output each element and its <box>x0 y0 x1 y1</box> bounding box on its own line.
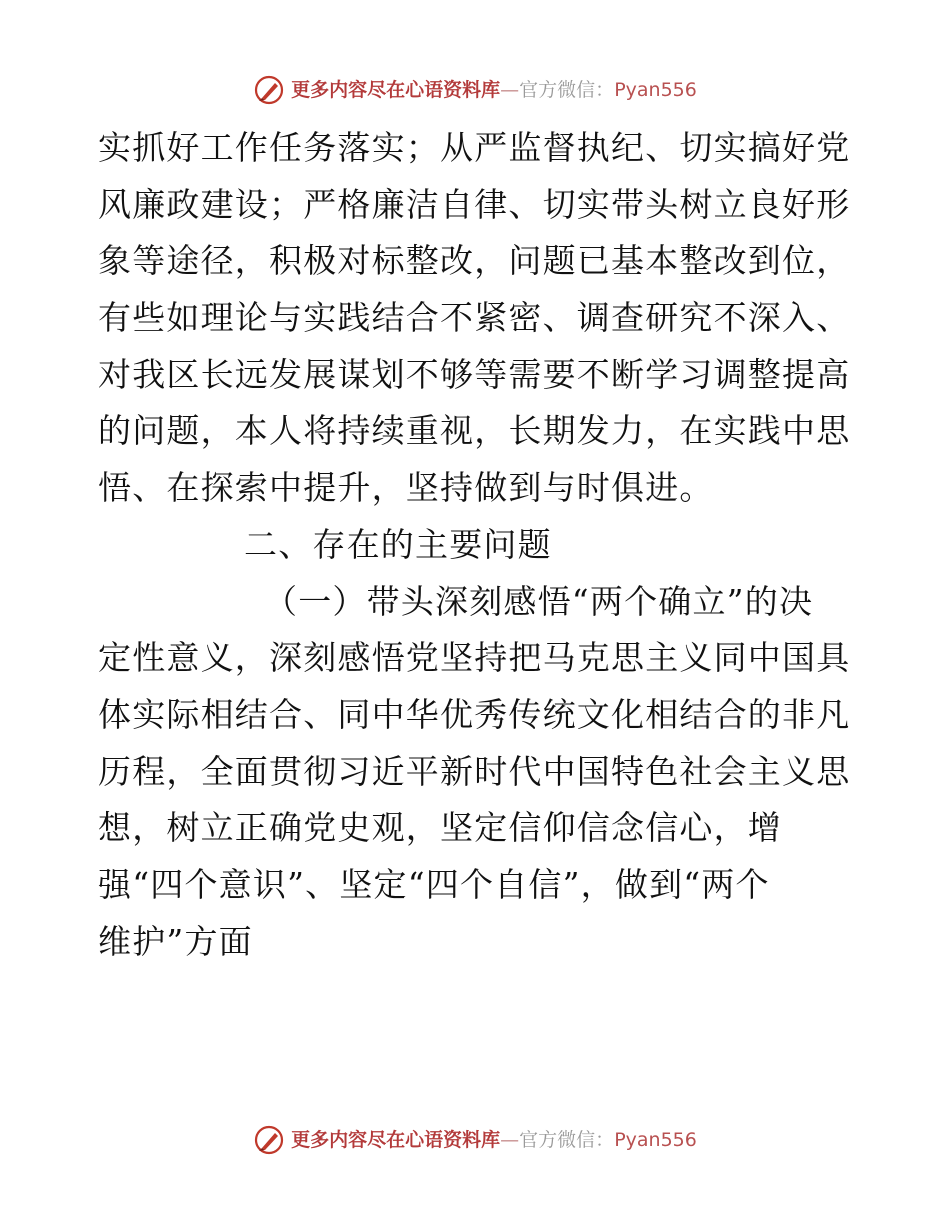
body-line: 体实际相结合、同中华优秀传统文化相结合的非凡 <box>98 694 851 734</box>
body-line: 对我区长远发展谋划不够等需要不断学习调整提高 <box>98 354 851 394</box>
header-official-label: 官方微信： <box>519 78 615 101</box>
subsection-heading: （一）带头深刻感悟“两个确立”的决 <box>264 581 814 621</box>
body-line: 历程，全面贯彻习近平新时代中国特色社会主义思 <box>98 751 851 791</box>
section-heading: 二、存在的主要问题 <box>244 524 552 564</box>
header-brand: 更多内容尽在心语资料库 <box>291 78 501 101</box>
body-line: 实抓好工作任务落实；从严监督执纪、切实搞好党 <box>98 128 851 167</box>
document-body <box>98 120 858 970</box>
footer-separator: — <box>500 1128 520 1151</box>
body-line: 风廉政建设；严格廉洁自律、切实带头树立良好形 <box>98 184 851 224</box>
header-separator: — <box>500 78 520 101</box>
footer-brand: 更多内容尽在心语资料库 <box>291 1128 501 1151</box>
footer-official-label: 官方微信： <box>519 1128 615 1151</box>
body-line: 维护”方面 <box>98 921 253 961</box>
body-line: 有些如理论与实践结合不紧密、调查研究不深入、 <box>98 298 851 338</box>
header-banner <box>0 70 950 110</box>
body-line: 的问题，本人将持续重视，长期发力，在实践中思 <box>98 411 851 451</box>
footer-banner-text <box>291 1128 697 1151</box>
body-line: 想，树立正确党史观，坚定信仰信念信心，增 <box>98 808 782 848</box>
header-account: Pyan556 <box>614 78 697 101</box>
footer-banner <box>0 1120 950 1160</box>
body-line: 悟、在探索中提升，坚持做到与时俱进。 <box>98 468 714 508</box>
footer-account: Pyan556 <box>614 1128 697 1151</box>
body-line: 强“四个意识”、坚定“四个自信”，做到“两个 <box>98 864 770 904</box>
body-line: 象等途径，积极对标整改，问题已基本整改到位， <box>98 241 851 281</box>
header-banner-text <box>291 78 697 101</box>
pen-logo-icon <box>253 74 285 106</box>
body-line: 定性意义，深刻感悟党坚持把马克思主义同中国具 <box>98 638 851 678</box>
pen-logo-icon <box>253 1124 285 1156</box>
